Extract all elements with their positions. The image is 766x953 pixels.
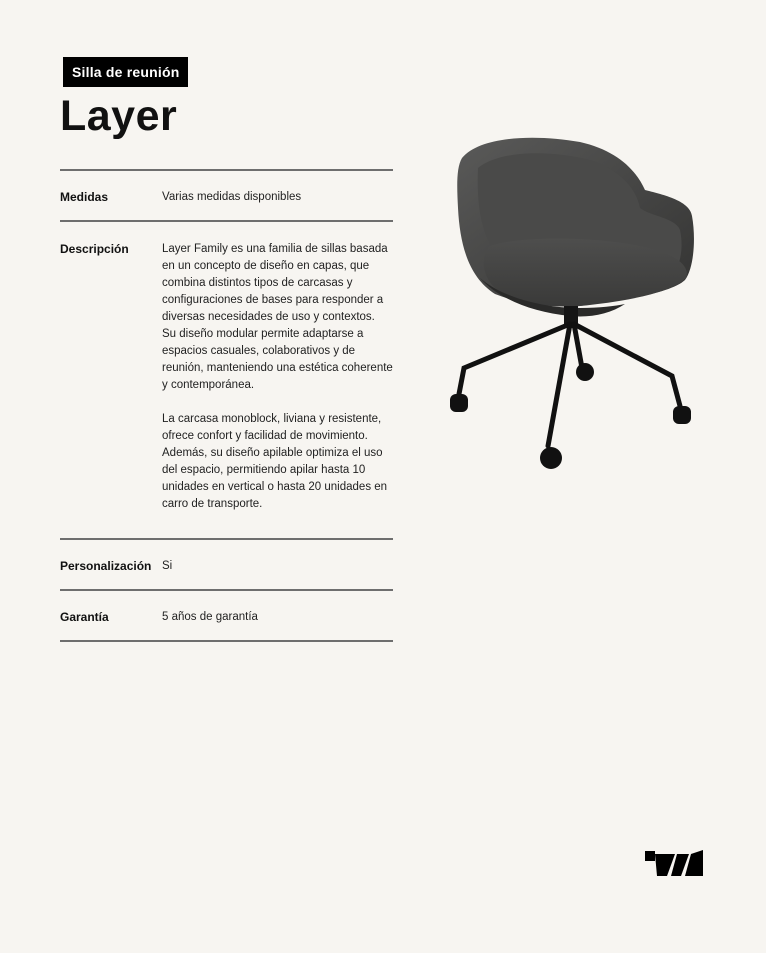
product-title: Layer: [60, 92, 178, 140]
description-paragraph: Layer Family es una familia de sillas basada en un concepto de diseño en capas, que combina distintos tipos de carcasas y configuraciones de bases para responder a diversas necesidades de uso y contextos. Su diseño modular permite adaptarse a espacios casuales, colaborativos y de reunión, manteniendo una estética coherente y contemporánea.: [162, 243, 393, 391]
spec-label: Personalización: [60, 559, 152, 573]
chair-photo: [440, 128, 710, 478]
spec-row-descripcion: [60, 220, 393, 538]
spec-table: [60, 169, 393, 642]
description-text: [162, 241, 393, 513]
brand-logo-icon: [645, 850, 703, 876]
spec-label: Descripción: [60, 242, 129, 256]
spec-value: 5 años de garantía: [162, 611, 258, 623]
category-badge: Silla de reunión: [63, 57, 188, 87]
spec-row-garantia: [60, 589, 393, 642]
spec-value: Varias medidas disponibles: [162, 191, 302, 203]
spec-label: Garantía: [60, 610, 109, 624]
spec-value: Si: [162, 560, 173, 572]
spec-label: Medidas: [60, 190, 109, 204]
spec-row-personalizacion: [60, 538, 393, 589]
description-paragraph: La carcasa monoblock, liviana y resistente, ofrece confort y facilidad de movimiento. Además, su diseño apilable optimiza el uso del espacio, permitiendo apilar hasta 10 unidades en vertical o hasta 20 unidades en carro de transporte.: [162, 413, 388, 510]
spec-row-medidas: [60, 169, 393, 220]
